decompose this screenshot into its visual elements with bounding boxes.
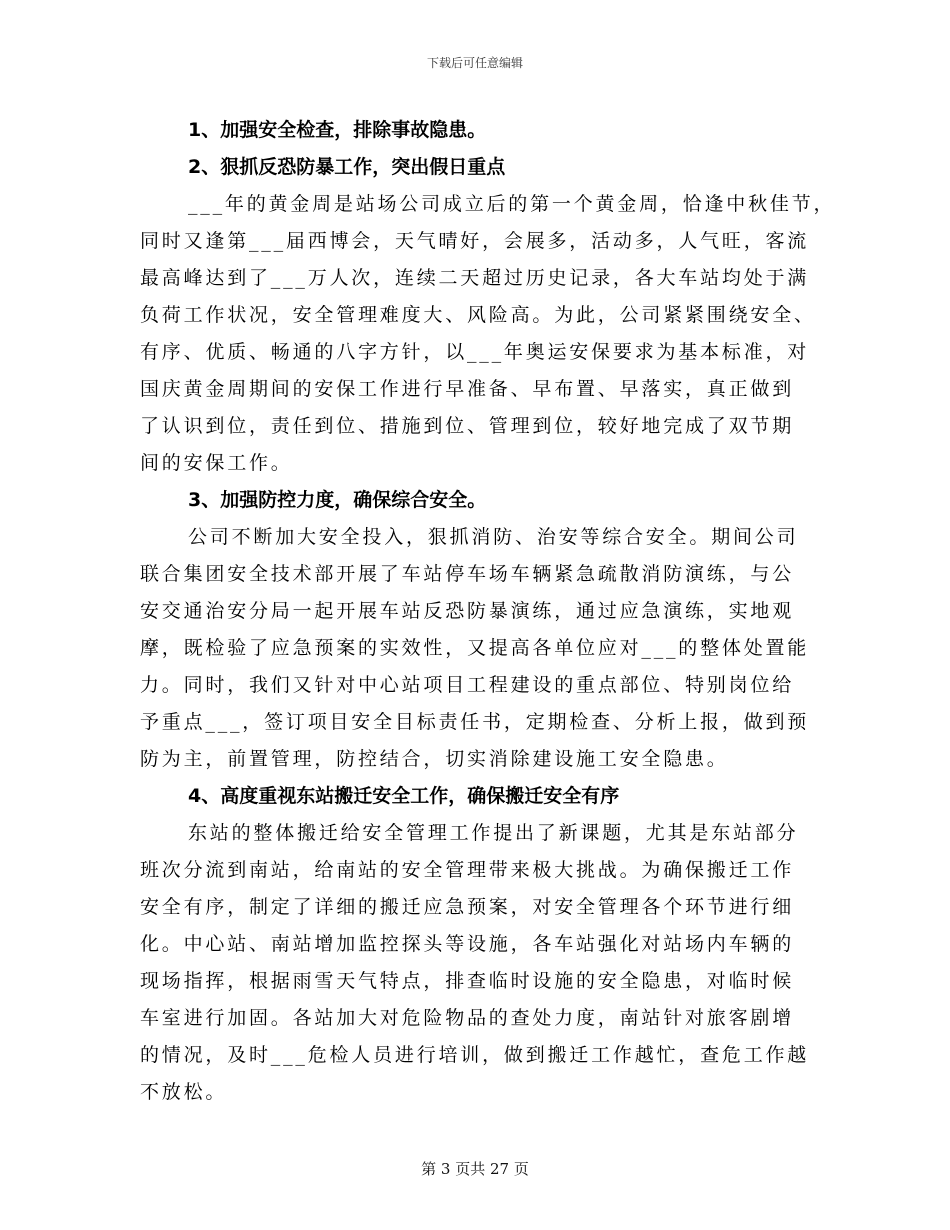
paragraph-2 bbox=[140, 186, 836, 482]
text-line: 的情况，及时___危检人员进行培训，做到搬迁工作越忙，查危工作越 bbox=[140, 1044, 810, 1066]
text-line: 车室进行加固。各站加大对危险物品的查处力度，南站针对旅客剧增 bbox=[140, 1007, 795, 1029]
section-heading-3: 3、加强防控力度，确保综合安全。 bbox=[188, 489, 487, 511]
text-line: 有序、优质、畅通的八字方针，以___年奥运安保要求为基本标准，对 bbox=[140, 341, 810, 363]
text-line: 东站的整体搬迁给安全管理工作提出了新课题，尤其是东站部分 bbox=[188, 822, 799, 844]
text-line: 力。同时，我们又针对中心站项目工程建设的重点部位、特别岗位给 bbox=[140, 674, 795, 696]
text-line: 现场指挥，根据雨雪天气特点，排查临时设施的安全隐患，对临时候 bbox=[140, 970, 795, 992]
text-line: 予重点___，签订项目安全目标责任书，定期检查、分析上报，做到预 bbox=[140, 711, 810, 733]
text-line: 负荷工作状况，安全管理难度大、风险高。为此，公司紧紧围绕安全、 bbox=[140, 304, 816, 326]
section-heading-4: 4、高度重视东站搬迁安全工作，确保搬迁安全有序 bbox=[188, 785, 620, 807]
text-line: 化。中心站、南站增加监控探头等设施，各车站强化对站场内车辆的 bbox=[140, 933, 795, 955]
page-footer: 第 3 页共 27 页 bbox=[421, 1160, 529, 1178]
text-line: 摩，既检验了应急预案的实效性，又提高各单位应对___的整体处置能 bbox=[140, 637, 810, 659]
text-line: 联合集团安全技术部开展了车站停车场车辆紧急疏散消防演练，与公 bbox=[140, 563, 795, 585]
section-heading-1: 1、加强安全检查，排除事故隐患。 bbox=[188, 119, 487, 141]
text-line: 安交通治安分局一起开展车站反恐防暴演练，通过应急演练，实地观 bbox=[140, 600, 795, 622]
text-line: 了认识到位，责任到位、措施到位、管理到位，较好地完成了双节期 bbox=[140, 415, 795, 437]
text-line: 安全有序，制定了详细的搬迁应急预案，对安全管理各个环节进行细 bbox=[140, 896, 795, 918]
text-line: 同时又逢第___届西博会，天气晴好，会展多，活动多，人气旺，客流 bbox=[140, 230, 810, 252]
paragraph-3 bbox=[140, 519, 830, 778]
text-line: 最高峰达到了___万人次，连续二天超过历史记录，各大车站均处于满 bbox=[140, 267, 810, 289]
text-line: 防为主，前置管理，防控结合，切实消除建设施工安全隐患。 bbox=[140, 748, 729, 770]
text-line: ___年的黄金周是站场公司成立后的第一个黄金周，恰逢中秋佳节， bbox=[188, 193, 836, 215]
text-line: 不放松。 bbox=[140, 1081, 228, 1103]
text-line: 国庆黄金周期间的安保工作进行早准备、早布置、早落实，真正做到 bbox=[140, 378, 795, 400]
text-line: 班次分流到南站，给南站的安全管理带来极大挑战。为确保搬迁工作 bbox=[140, 859, 795, 881]
text-line: 间的安保工作。 bbox=[140, 452, 293, 474]
text-line: 公司不断加大安全投入，狠抓消防、治安等综合安全。期间公司 bbox=[188, 526, 799, 548]
section-heading-2: 2、狠抓反恐防暴工作，突出假日重点 bbox=[188, 156, 506, 178]
paragraph-4 bbox=[140, 815, 830, 1111]
page-header: 下载后可任意编辑 bbox=[426, 56, 523, 70]
document-body bbox=[140, 112, 836, 1111]
